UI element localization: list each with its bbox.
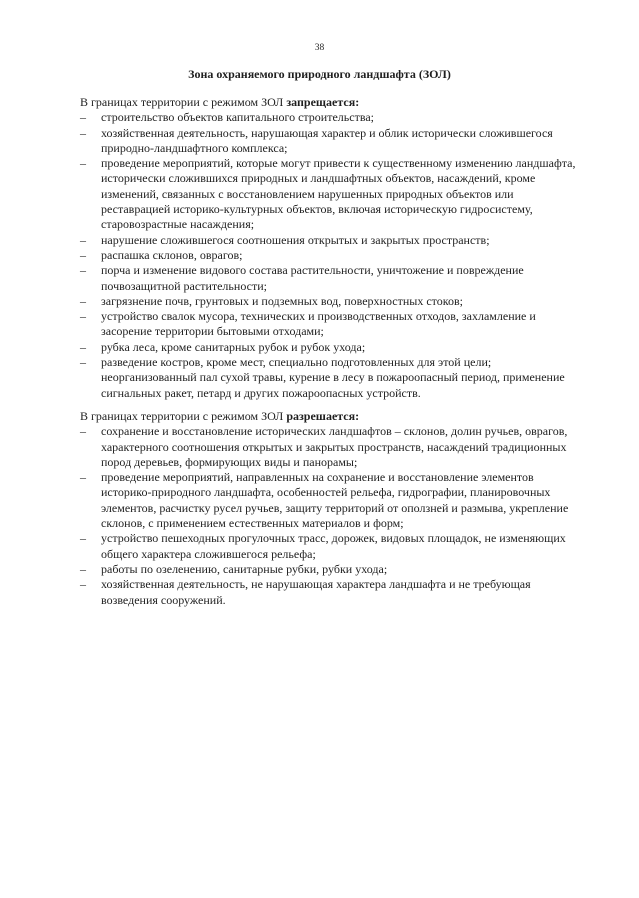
permitted-keyword: разрешается:: [286, 409, 360, 423]
list-item-text: рубка леса, кроме санитарных рубок и рубок ухода;: [101, 339, 366, 354]
dash-bullet: –: [80, 309, 86, 324]
dash-bullet: –: [80, 293, 86, 308]
list-item-text: нарушение сложившегося соотношения открытых и закрытых пространств;: [101, 232, 490, 247]
list-item: [80, 470, 580, 531]
permitted-section: [80, 409, 580, 608]
permitted-intro-text: В границах территории с режимом ЗОЛ: [80, 409, 287, 423]
list-item: [80, 531, 580, 562]
list-item-text: хозяйственная деятельность, нарушающая характер и облик исторически сложившегося природно-ландшафтного комплекса;: [101, 125, 553, 155]
list-item: [80, 340, 580, 355]
list-item-text: работы по озеленению, санитарные рубки, рубки ухода;: [101, 561, 388, 576]
list-item-text: строительство объектов капитального строительства;: [101, 110, 374, 125]
dash-bullet: –: [80, 263, 86, 278]
dash-bullet: –: [80, 561, 86, 576]
list-item: [80, 263, 580, 294]
list-item-text: разведение костров, кроме мест, специально подготовленных для этой цели; неорганизованный пал сухой травы, курение в лесу в пожароопасный период, применение сигнальных ракет, петард и других пожароопасных устройств.: [101, 355, 565, 400]
dash-bullet: –: [80, 156, 86, 171]
prohibited-list: [80, 110, 580, 401]
list-item: [80, 355, 580, 401]
list-item-text: хозяйственная деятельность, не нарушающая характера ландшафта и не требующая возведения сооружений.: [101, 577, 531, 607]
list-item-text: устройство свалок мусора, технических и производственных отходов, захламление и засорение территории бытовыми отходами;: [101, 309, 536, 339]
page-number: 38: [314, 43, 325, 53]
prohibited-intro-text: В границах территории с режимом ЗОЛ: [80, 95, 287, 109]
list-item-text: сохранение и восстановление исторических ландшафтов – склонов, долин ручьев, оврагов, характерного соотношения открытых и закрытых пространств, насаждений традиционных пород деревьев, формирующих виды и панорамы;: [101, 424, 568, 469]
dash-bullet: –: [80, 339, 86, 354]
dash-bullet: –: [80, 424, 86, 439]
list-item-text: проведение мероприятий, которые могут привести к существенному изменению ландшафта, исторически сложившихся природных и ландшафтных объектов, насаждений, кроме изменений, связанных с восстановлением нарушенных природных объектов или реставрацией историко-культурных объектов, включая историческую гидросистему, старовозрастные насаждения;: [101, 156, 576, 232]
list-item: [80, 424, 580, 470]
dash-bullet: –: [80, 247, 86, 262]
list-item: [80, 248, 580, 263]
list-item-text: загрязнение почв, грунтовых и подземных вод, поверхностных стоков;: [101, 293, 463, 308]
list-item: [80, 110, 580, 125]
list-item: [80, 156, 580, 232]
list-item: [80, 562, 580, 577]
dash-bullet: –: [80, 577, 86, 592]
list-item: [80, 126, 580, 157]
dash-bullet: –: [80, 232, 86, 247]
permitted-intro: [80, 409, 580, 424]
prohibited-keyword: запрещается:: [286, 95, 360, 109]
list-item: [80, 294, 580, 309]
list-item: [80, 233, 580, 248]
dash-bullet: –: [80, 110, 86, 125]
dash-bullet: –: [80, 125, 86, 140]
document-title: Зона охраняемого природного ландшафта (ЗОЛ): [188, 67, 451, 81]
dash-bullet: –: [80, 470, 86, 485]
list-item-text: устройство пешеходных прогулочных трасс, дорожек, видовых площадок, не изменяющих общего характера сложившегося рельефа;: [101, 531, 566, 561]
list-item-text: проведение мероприятий, направленных на сохранение и восстановление элементов историко-природного ландшафта, особенностей рельефа, гидрографии, планировочных элементов, расчистку русел ручьев, защиту территорий от оползней и размыва, укрепление склонов, с применением естественных материалов и форм;: [101, 470, 569, 531]
list-item: [80, 577, 580, 608]
permitted-list: [80, 424, 580, 608]
prohibited-section: [80, 95, 580, 401]
dash-bullet: –: [80, 531, 86, 546]
prohibited-intro: [80, 95, 580, 110]
dash-bullet: –: [80, 355, 86, 370]
list-item-text: распашка склонов, оврагов;: [101, 247, 243, 262]
list-item: [80, 309, 580, 340]
list-item-text: порча и изменение видового состава растительности, уничтожение и повреждение почвозащитной растительности;: [101, 263, 524, 293]
